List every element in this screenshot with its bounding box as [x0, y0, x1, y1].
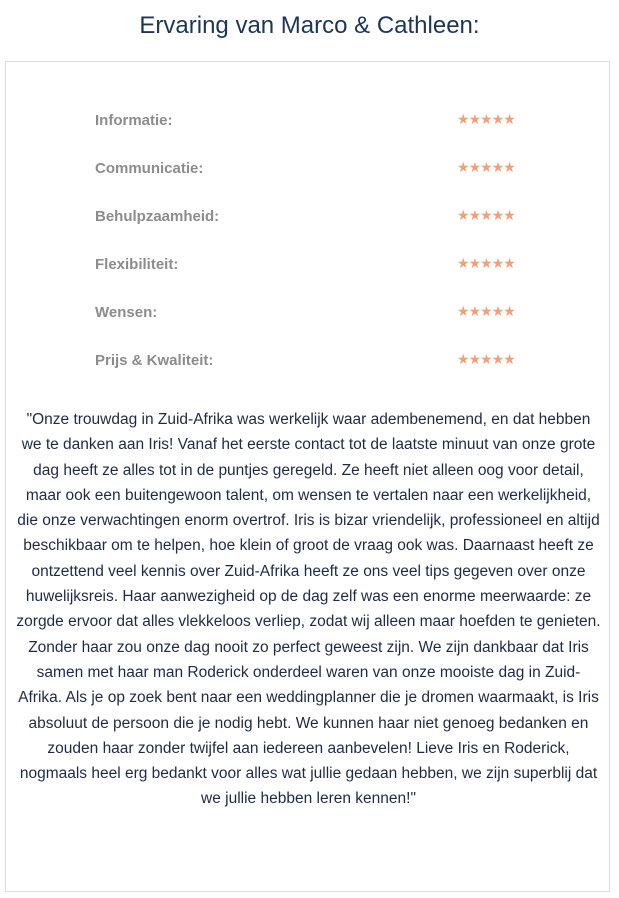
star-icon: ★ — [503, 304, 515, 320]
review-text: "Onze trouwdag in Zuid-Afrika was werkelijk waar adembenemend, en dat hebben we te danken aan Iris! Vanaf het eerste contact tot de laatste minuut van onze grote dag heeft ze alles tot in de puntjes geregeld. Ze heeft niet alleen oog voor detail, maar ook een buitengewoon talent, om wensen te vertalen naar een werkelijkheid, die onze verwachtingen enorm overtrof. Iris is bizar vriendelijk, professioneel en altijd beschikbaar om te helpen, hoe klein of groot de vraag ook was. Daarnaast heeft ze ontzettend veel kennis over Zuid-Afrika heeft ze ons veel tips gegeven over onze huwelijksreis. Haar aanwezigheid op de dag zelf was een enorme meerwaarde: ze zorgde ervoor dat alles vlekkeloos verliep, zodat wij alleen maar hoefden te genieten. Zonder haar zou onze dag nooit zo perfect geweest zijn. We zijn dankbaar dat Iris samen met haar man Roderick onderdeel waren van onze mooiste dag in Zuid-Afrika. Als je op zoek bent naar een weddingplanner die je dromen waarmaakt, is Iris absoluut de persoon die je nodig hebt. We kunnen haar niet genoeg bedanken en zouden haar zonder twijfel aan iedereen aanbevelen! Lieve Iris en Roderick, nogmaals heel erg bedankt voor alles wat jullie gedaan hebben, we zijn superblij dat we jullie hebben leren kennen!" — [16, 411, 601, 808]
star-icon: ★ — [503, 208, 515, 224]
star-icon: ★ — [457, 112, 469, 128]
star-rating — [457, 254, 515, 274]
rating-label: Informatie: — [95, 112, 173, 129]
star-icon: ★ — [468, 352, 481, 368]
star-icon: ★ — [503, 112, 515, 128]
star-icon: ★ — [468, 208, 481, 224]
rating-row-wensen — [95, 294, 535, 342]
ratings-list — [95, 102, 535, 390]
star-rating — [457, 110, 515, 130]
star-icon: ★ — [468, 160, 481, 176]
star-rating — [457, 350, 515, 370]
star-icon: ★ — [491, 304, 504, 320]
rating-row-informatie — [95, 102, 535, 150]
star-icon: ★ — [503, 256, 515, 272]
rating-row-flexibiliteit — [95, 246, 535, 294]
star-icon: ★ — [468, 112, 481, 128]
review-card — [5, 61, 610, 892]
star-icon: ★ — [491, 352, 504, 368]
page-title: Ervaring van Marco & Cathleen: — [139, 12, 480, 39]
star-icon: ★ — [480, 352, 492, 368]
star-icon: ★ — [468, 256, 481, 272]
star-icon: ★ — [480, 160, 492, 176]
rating-label: Prijs & Kwaliteit: — [95, 352, 214, 369]
star-icon: ★ — [491, 208, 504, 224]
rating-label: Flexibiliteit: — [95, 256, 179, 273]
star-icon: ★ — [503, 352, 515, 368]
star-icon: ★ — [491, 112, 504, 128]
star-icon: ★ — [491, 256, 504, 272]
star-icon: ★ — [480, 256, 492, 272]
star-icon: ★ — [457, 304, 469, 320]
rating-label: Behulpzaamheid: — [95, 208, 220, 225]
star-icon: ★ — [503, 160, 515, 176]
star-rating — [457, 158, 515, 178]
star-icon: ★ — [457, 208, 469, 224]
star-icon: ★ — [480, 304, 492, 320]
star-icon: ★ — [457, 352, 469, 368]
star-icon: ★ — [491, 160, 504, 176]
star-icon: ★ — [480, 208, 492, 224]
star-icon: ★ — [457, 160, 469, 176]
rating-row-behulpzaamheid — [95, 198, 535, 246]
rating-label: Wensen: — [95, 304, 158, 321]
star-rating — [457, 302, 515, 322]
rating-row-prijs-kwaliteit — [95, 342, 535, 390]
star-icon: ★ — [468, 304, 481, 320]
star-icon: ★ — [457, 256, 469, 272]
star-rating — [457, 206, 515, 226]
rating-row-communicatie — [95, 150, 535, 198]
rating-label: Communicatie: — [95, 160, 204, 177]
star-icon: ★ — [480, 112, 492, 128]
